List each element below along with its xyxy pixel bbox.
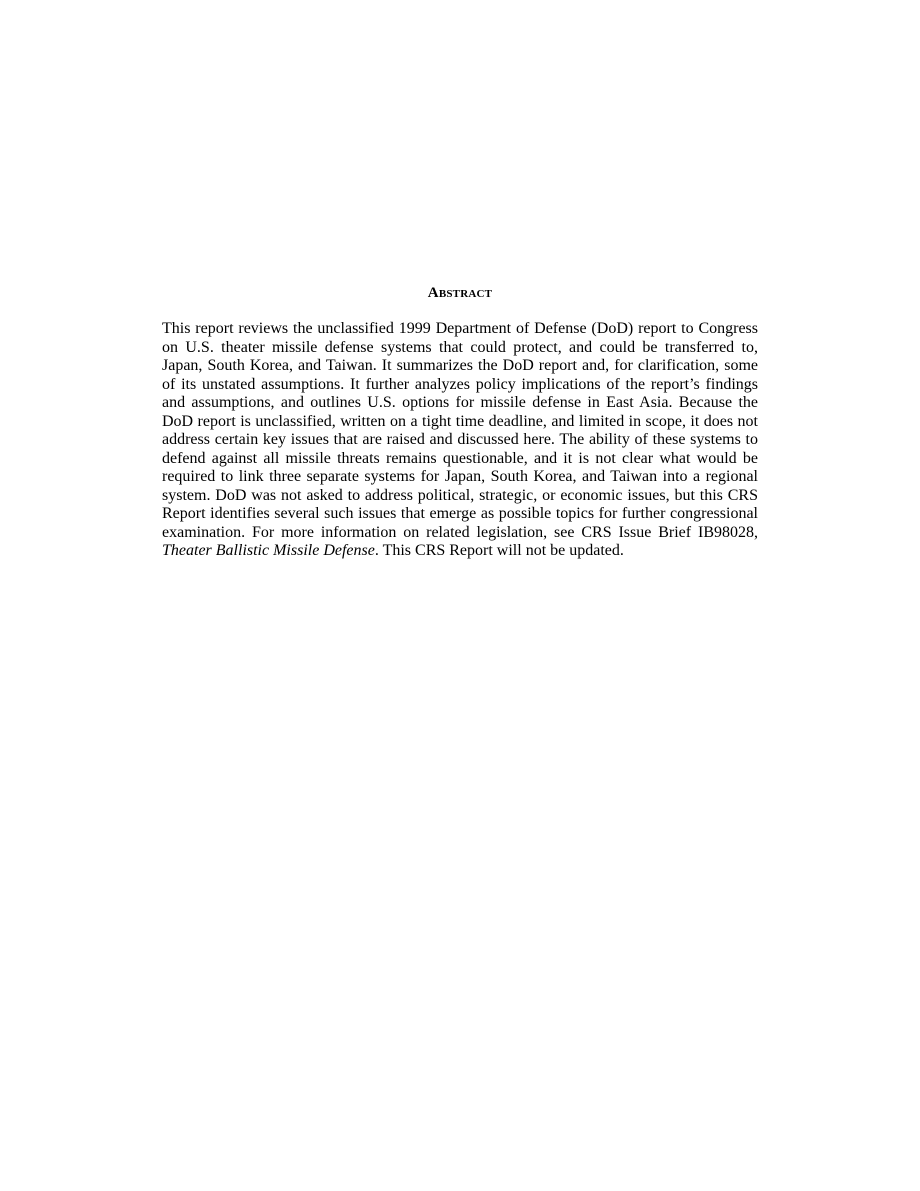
abstract-text-part-2: . This CRS Report will not be updated.	[374, 542, 624, 559]
abstract-paragraph	[162, 320, 758, 561]
abstract-text-part-1: This report reviews the unclassified 1999 Department of Defense (DoD) report to Congress on U.S. theater missile defense systems that could protect, and could be transferred to, Japan, South Korea, and Taiwan. It summarizes the DoD report and, for clarification, some of its unstated assumptions. It further analyzes policy implications of the report’s findings and assumptions, and outlines U.S. options for missile defense in East Asia. Because the DoD report is unclassified, written on a tight time deadline, and limited in scope, it does not address certain key issues that are raised and discussed here. The ability of these systems to defend against all missile threats remains questionable, and it is not clear what would be required to link three separate systems for Japan, South Korea, and Taiwan into a regional system. DoD was not asked to address political, strategic, or economic issues, but this CRS Report identifies several such issues that emerge as possible topics for further congressional examination. For more information on related legislation, see CRS Issue Brief IB98028,	[162, 320, 758, 541]
cited-publication-title: Theater Ballistic Missile Defense	[162, 542, 375, 559]
abstract-heading: Abstract	[427, 285, 493, 301]
